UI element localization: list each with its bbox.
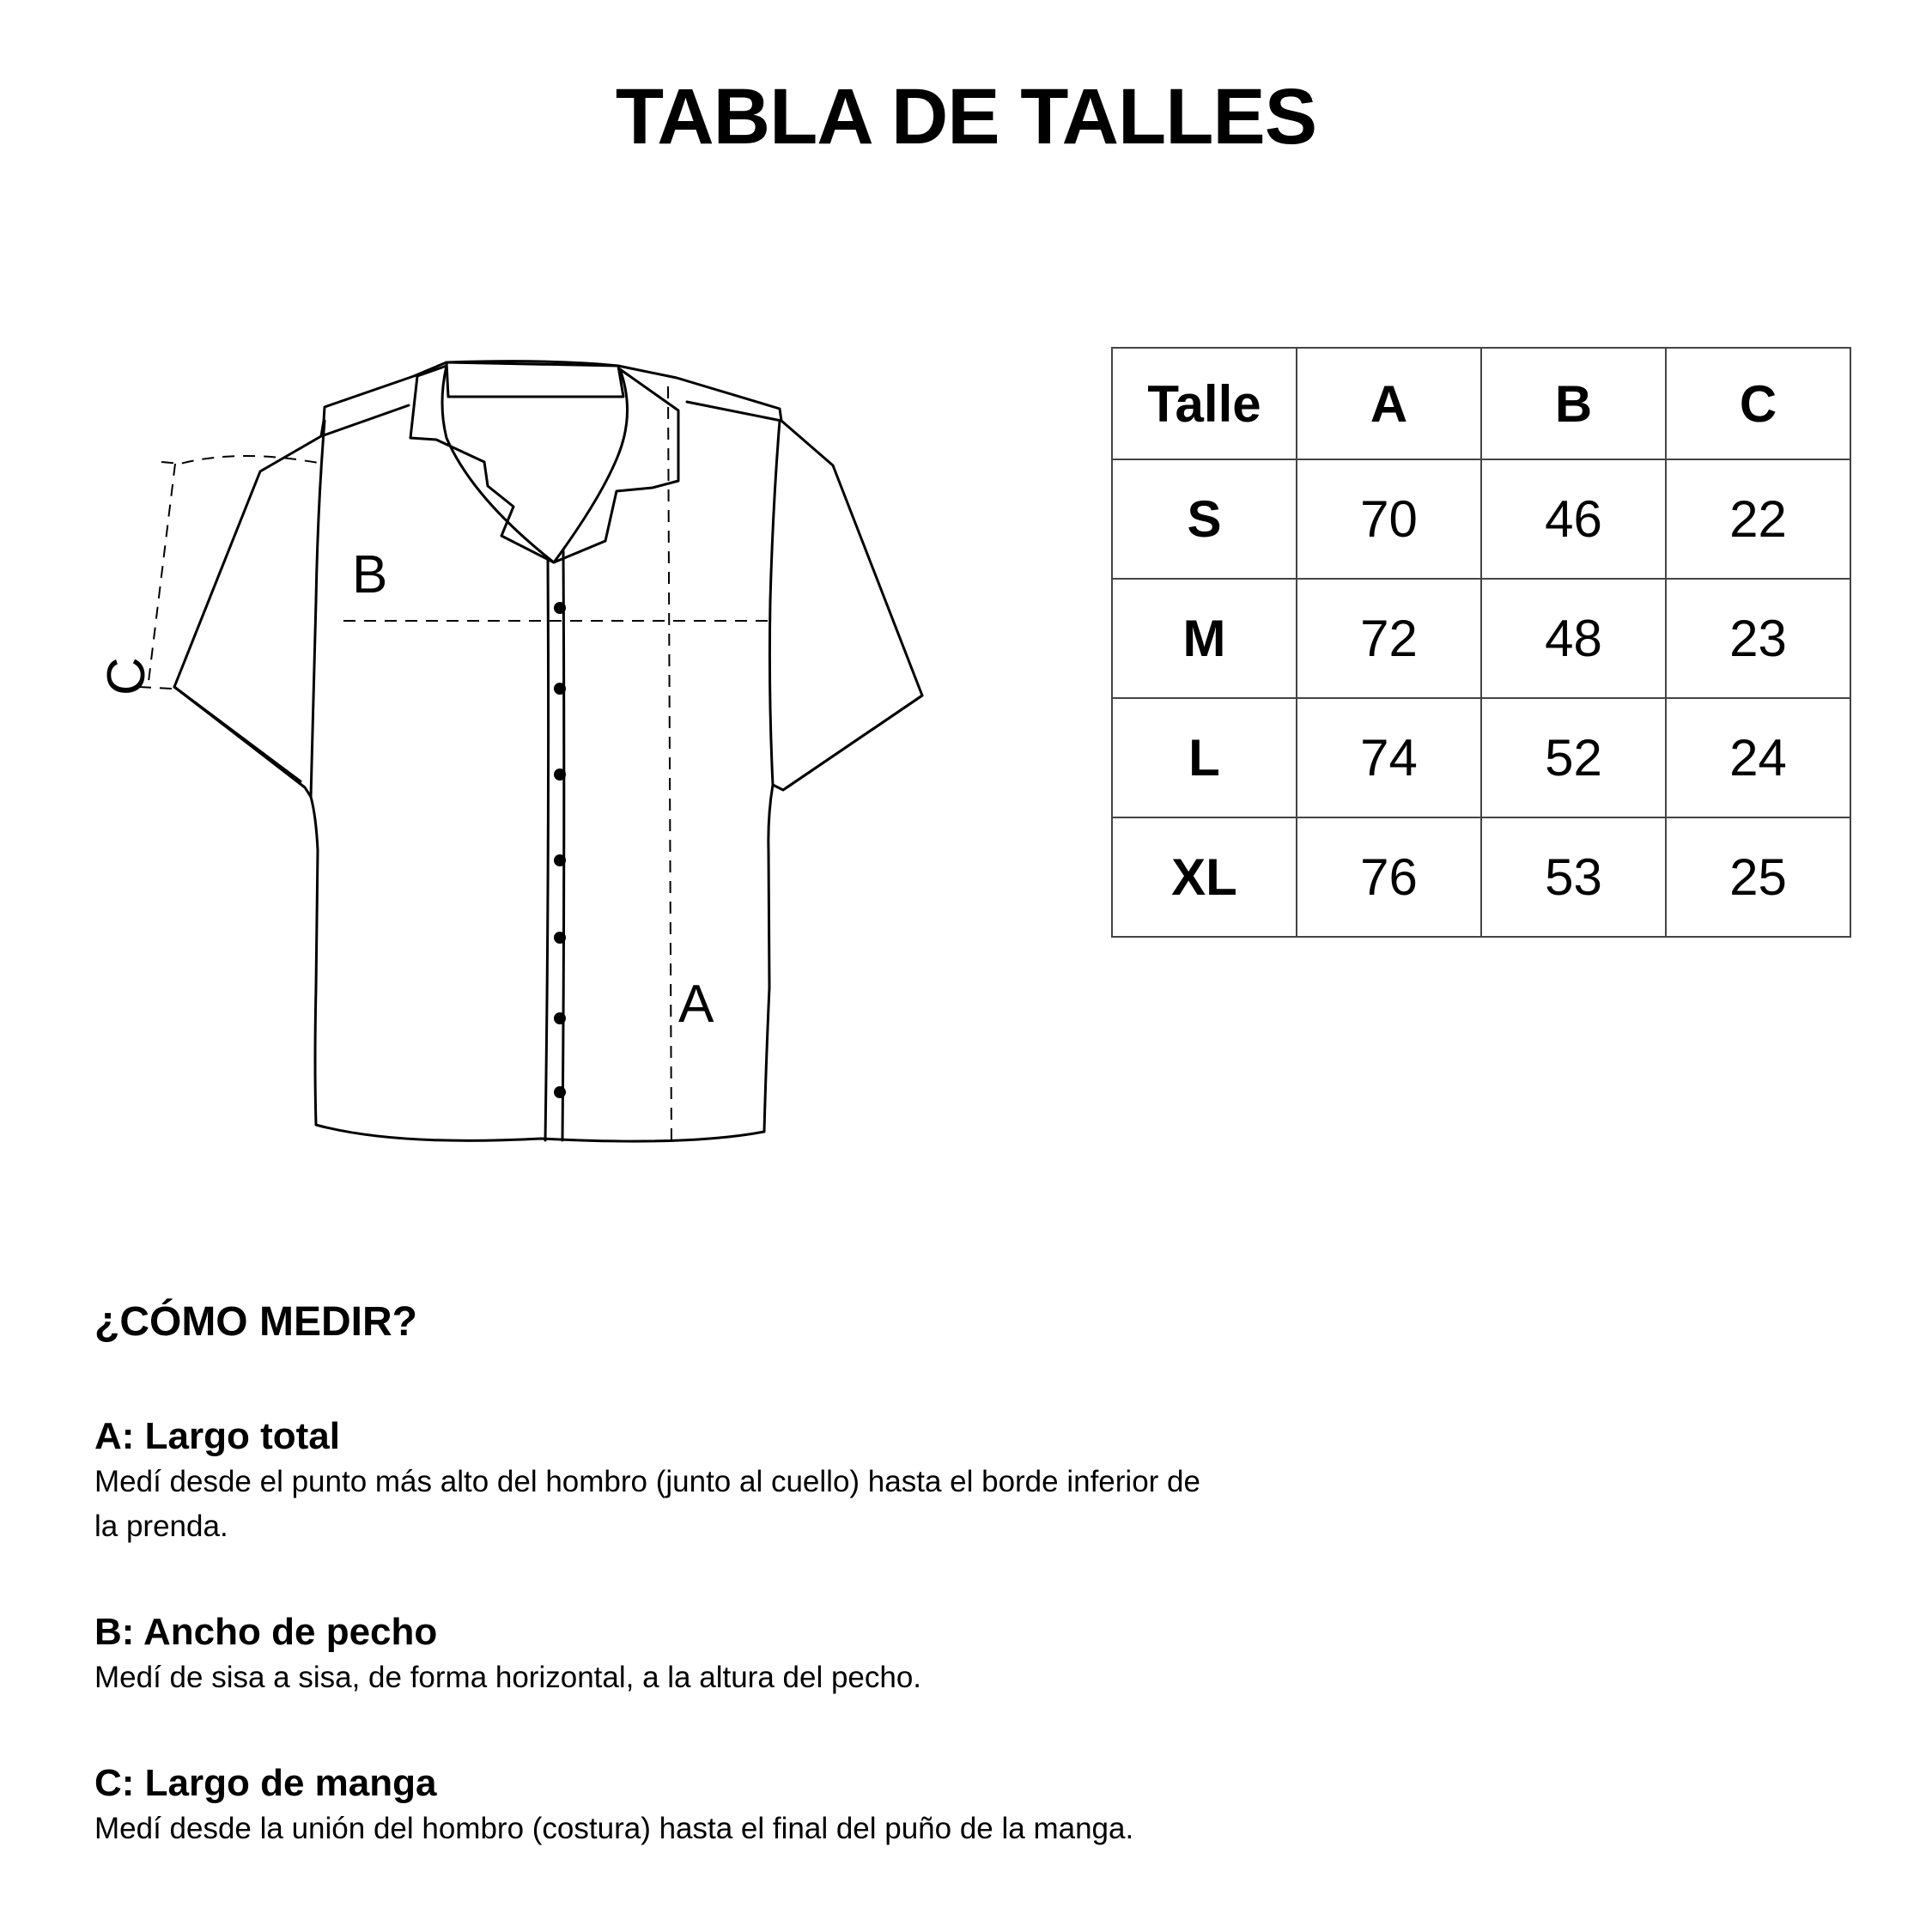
left-sleeve-hem — [174, 687, 301, 781]
table-cell: 23 — [1666, 579, 1850, 698]
measure-line-c — [139, 456, 323, 689]
right-armhole — [769, 421, 780, 785]
button — [554, 1012, 566, 1024]
table-cell: 70 — [1297, 459, 1481, 579]
table-cell: 46 — [1481, 459, 1666, 579]
section-title: C: Largo de manga — [94, 1762, 437, 1804]
collar-left — [410, 366, 554, 562]
table-cell: 53 — [1481, 817, 1666, 937]
section-text: Medí desde la unión del hombro (costura) hasta el final del puño de la manga. — [94, 1812, 1134, 1845]
column-header: Talle — [1112, 348, 1297, 459]
size-cell: XL — [1112, 817, 1297, 937]
how-to-measure-heading: ¿CÓMO MEDIR? — [94, 1299, 417, 1345]
column-header: B — [1481, 348, 1666, 459]
placket-line — [545, 560, 549, 1140]
table-cell: 76 — [1297, 817, 1481, 937]
left-yoke — [321, 405, 409, 436]
button — [554, 1086, 566, 1098]
table-cell: 72 — [1297, 579, 1481, 698]
measure-label-b: B — [352, 545, 388, 605]
table-cell: 48 — [1481, 579, 1666, 698]
table-cell: 24 — [1666, 698, 1850, 817]
table-cell: 52 — [1481, 698, 1666, 817]
column-header: C — [1666, 348, 1850, 459]
placket-edge — [562, 550, 564, 1140]
size-cell: M — [1112, 579, 1297, 698]
page-title: TABLA DE TALLES — [615, 73, 1317, 161]
size-cell: S — [1112, 459, 1297, 579]
table-cell: 25 — [1666, 817, 1850, 937]
button — [554, 683, 566, 695]
button — [554, 854, 566, 866]
shirt-diagram — [86, 335, 996, 1185]
column-header: A — [1297, 348, 1481, 459]
size-table — [1111, 347, 1851, 938]
button — [554, 769, 566, 781]
table-row — [1112, 698, 1850, 817]
table-row — [1112, 459, 1850, 579]
right-sleeve-hem — [786, 696, 922, 788]
section-text: Medí desde el punto más alto del hombro (junto al cuello) hasta el borde inferior de la prenda. — [94, 1465, 1200, 1543]
measure-label-a: A — [678, 975, 714, 1034]
button — [554, 932, 566, 944]
section-title: B: Ancho de pecho — [94, 1611, 438, 1653]
left-armhole — [311, 421, 325, 797]
table-row — [1112, 579, 1850, 698]
measure-section-c — [94, 1760, 1297, 1851]
section-title: A: Largo total — [94, 1415, 340, 1457]
table-cell: 74 — [1297, 698, 1481, 817]
table-row — [1112, 817, 1850, 937]
size-cell: L — [1112, 698, 1297, 817]
table-cell: 22 — [1666, 459, 1850, 579]
measure-section-b — [94, 1609, 1297, 1700]
section-text: Medí de sisa a sisa, de forma horizontal, a la altura del pecho. — [94, 1661, 922, 1694]
collar-right — [554, 369, 678, 562]
measure-section-a — [94, 1413, 1297, 1549]
measure-label-c: C — [97, 657, 156, 696]
shirt-illustration — [86, 335, 996, 1185]
measure-line-a — [668, 386, 671, 1149]
button — [554, 602, 566, 614]
collar-back — [447, 362, 623, 397]
table-header-row — [1112, 348, 1850, 459]
